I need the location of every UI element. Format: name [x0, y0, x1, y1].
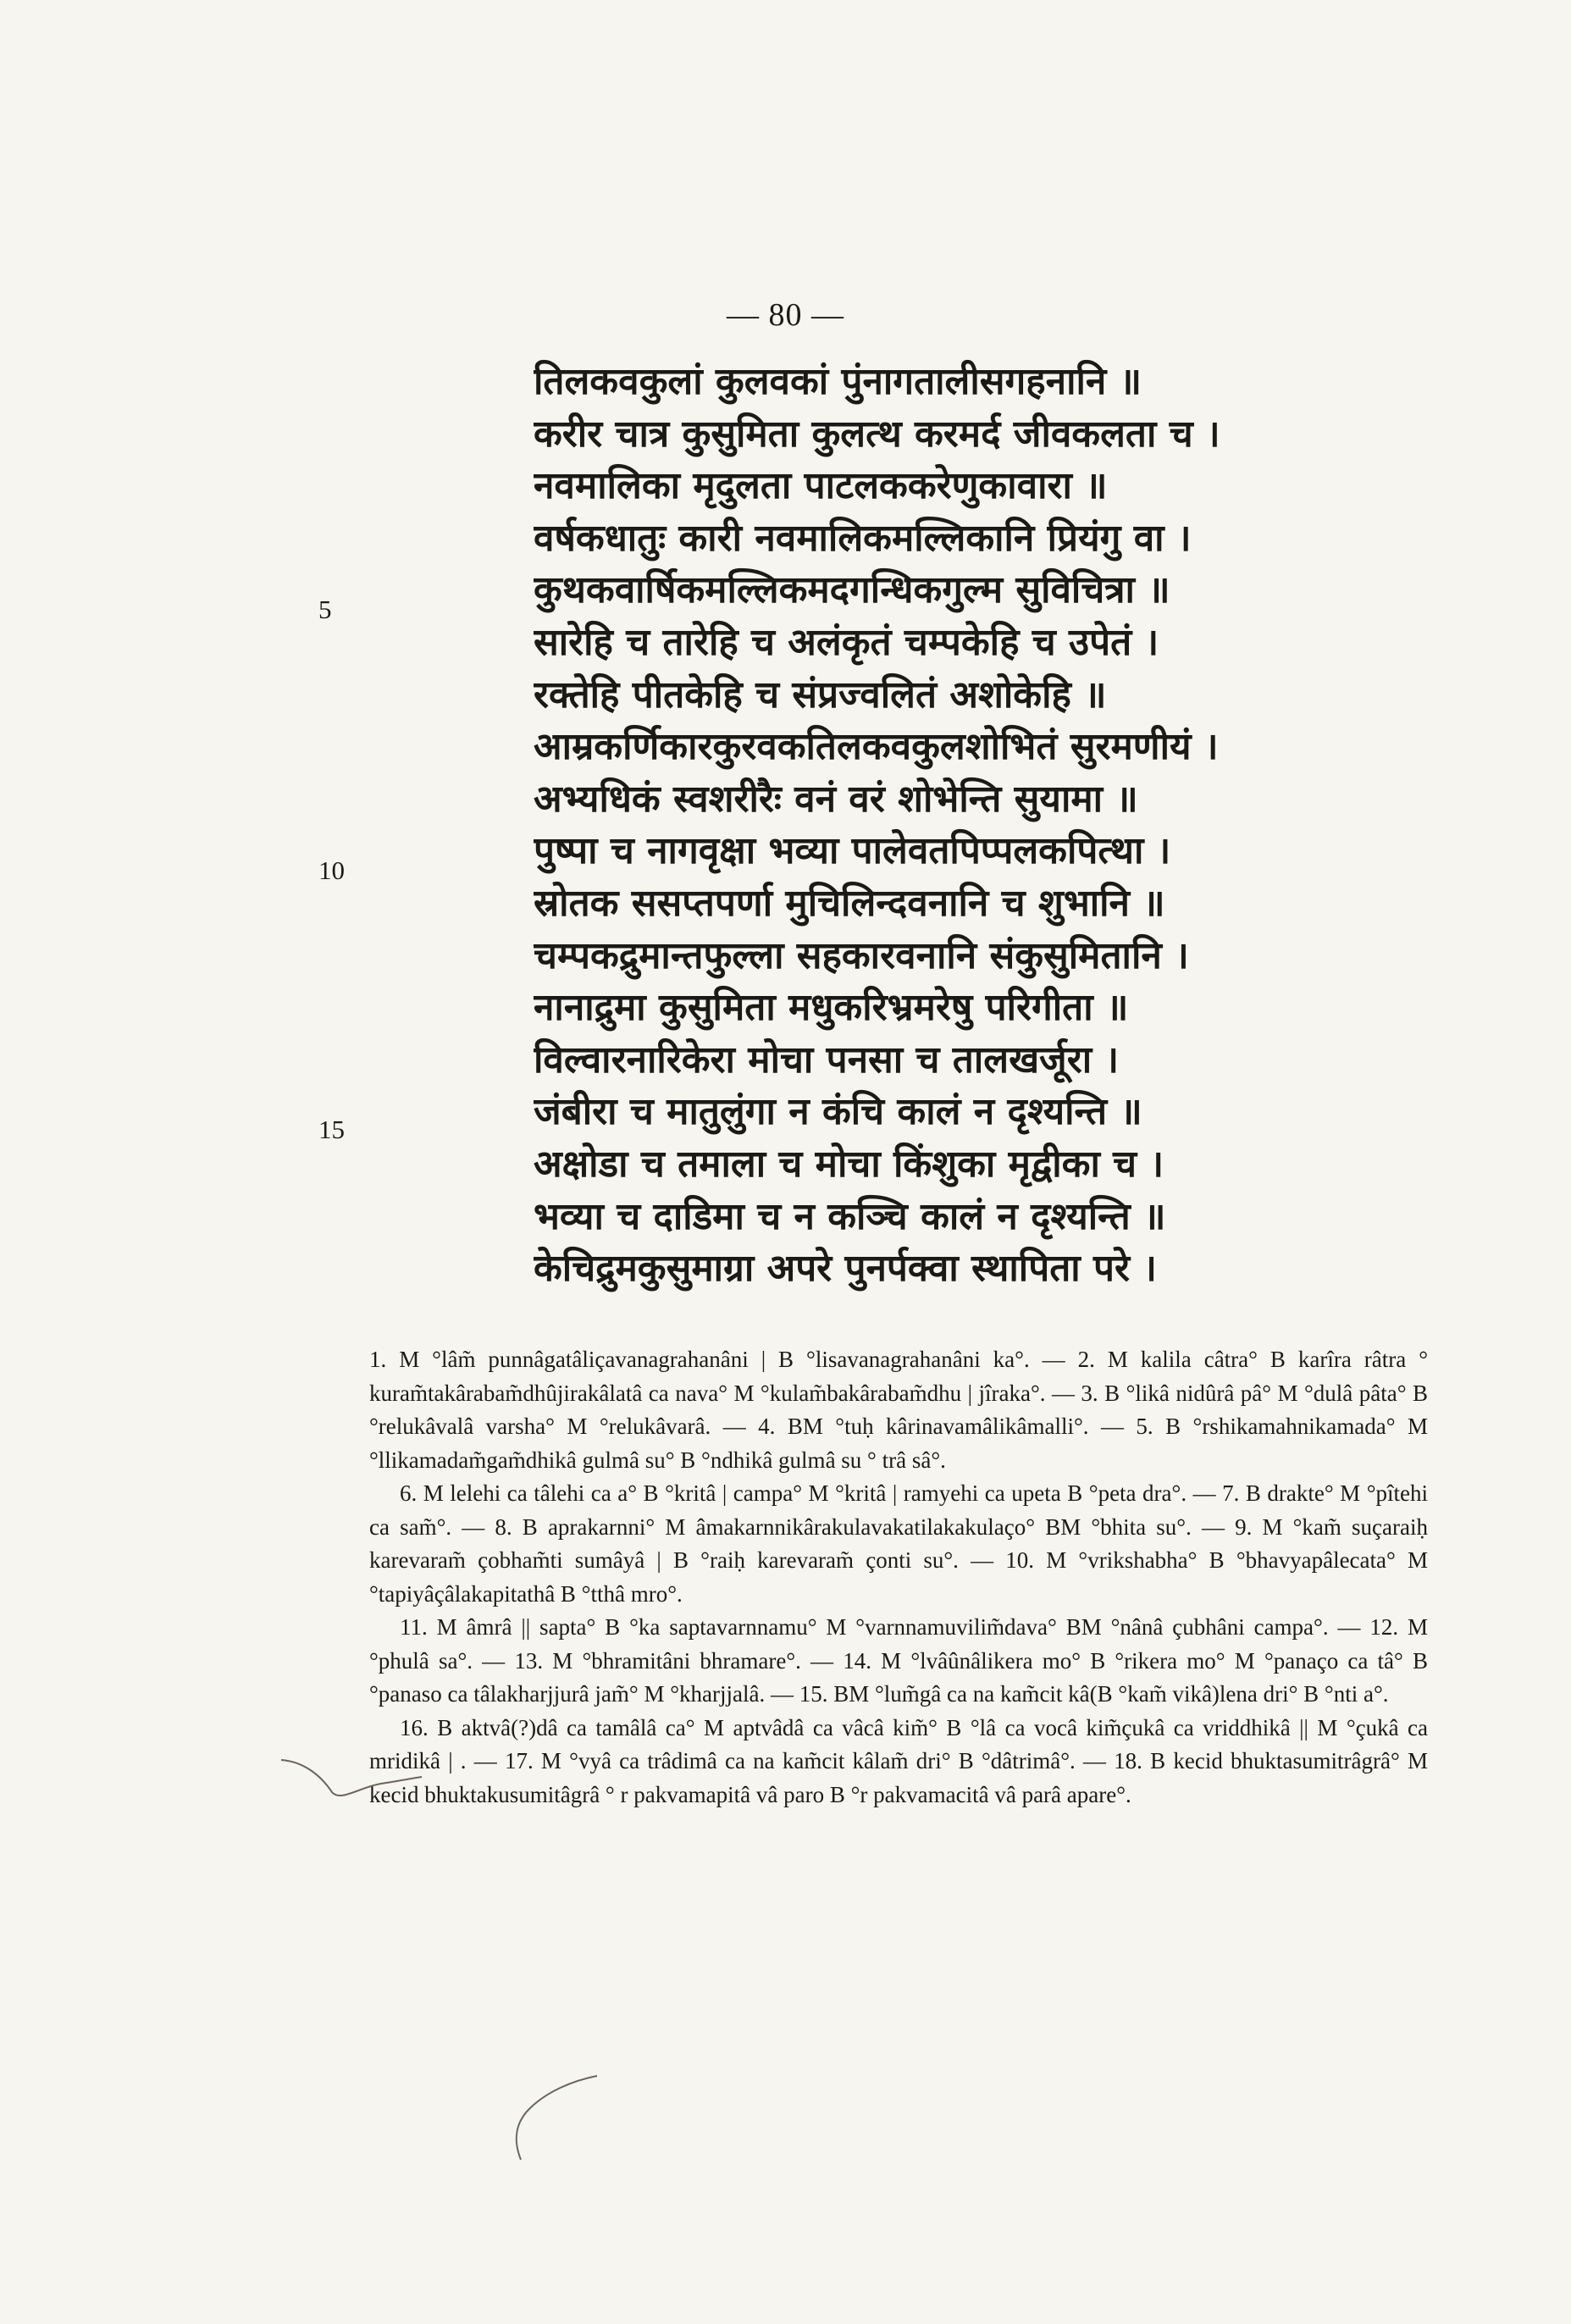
verse-line: पुष्पा च नागवृक्षा भव्या पालेवतपिप्पलकपित्था ।	[534, 829, 1171, 873]
verse-line: केचिद्रुमकुसुमाग्रा अपरे पुनर्पक्वा स्थापिता परे ।	[534, 1247, 1157, 1291]
footnote-paragraph: 11. M âmrâ || sapta° B °ka saptavarnnamu° M °varnnamuvilim̃dava° BM °nânâ çubhâni campa°. — 12. M °phulâ sa°. — 13. M °bhramitâni bhramare°. — 14. M °lvâûnâlikera mo° B °rikera mo° M °panaço ca tâ° B °panaso ca tâlakharjjurâ jam̃° M °kharjjalâ. — 15. BM °lum̃gâ ca na kam̃cit kâ(B °kam̃ vikâ)lena dri° B °nti a°.	[369, 1614, 1428, 1707]
verse-line: नवमालिका मृदुलता पाटलककरेणुकावारा ॥	[534, 464, 1108, 508]
verse-line: भव्या च दाडिमा च न कञ्चि कालं न दृश्यन्ति ॥	[534, 1194, 1166, 1238]
verse-line: अभ्यधिकं स्वशरीरैः वनं वरं शोभेन्ति सुयामा ॥	[534, 777, 1138, 821]
verse-line: स्रोतक ससप्तपर्णा मुचिलिन्दवनानि च शुभानि ॥	[534, 881, 1165, 925]
line-number-10: 10	[318, 855, 345, 885]
page-number: — 80 —	[727, 297, 844, 333]
verse-line: नानाद्रुमा कुसुमिता मधुकरिभ्रमरेषु परिगीता ॥	[534, 986, 1129, 1030]
verse-line: तिलकवकुलां कुलवकां पुंनागतालीसगहनानि ॥	[534, 360, 1142, 403]
verse-line: कुथकवार्षिकमल्लिकमदगन्धिकगुल्म सुविचित्रा ॥	[534, 568, 1170, 612]
verse-line: रक्तेहि पीतकेहि च संप्रज्वलितं अशोकेहि ॥	[534, 672, 1107, 717]
footnote-paragraph: 16. B aktvâ(?)dâ ca tamâlâ ca° M aptvâdâ ca vâcâ kim̃° B °lâ ca vocâ kim̃çukâ ca vriddhikâ || M °çukâ ca mridikâ | . — 17. M °vyâ ca trâdimâ ca na kam̃cit kâlam̃ dri° B °dâtrimâ°. — 18. B kecid bhuktasumitrâgrâ° M kecid bhuktakusumitâgrâ ° r pakvamapitâ vâ paro B °r pakvamacitâ vâ parâ apare°.	[369, 1714, 1428, 1807]
line-number-15: 15	[318, 1115, 345, 1144]
footnotes-block	[369, 1343, 1428, 1812]
verse-line: करीर चात्र कुसुमिता कुलत्थ करमर्द जीवकलता च ।	[534, 412, 1220, 456]
verse-line: वर्षकधातुः कारी नवमालिकमल्लिकानि प्रियंगु वा ।	[534, 516, 1192, 560]
pencil-annotation-mark	[504, 2071, 606, 2164]
footnote-paragraph: 6. M lelehi ca tâlehi ca a° B °kritâ | campa° M °kritâ | ramyehi ca upeta B °peta dra°. — 7. B drakte° M °pîtehi ca sam̃°. — 8. B aprakarnni° M âmakarnnikârakulavakatilakakulaço° BM °bhita su°. — 9. M °kam̃ suçaraiḥ karevaram̃ çobham̃ti sumâyâ | B °raiḥ karevaram̃ çonti su°. — 10. M °vrikshabha° B °bhavyapâlecata° M °tapiyâçâlakapitathâ B °tthâ mro°.	[369, 1480, 1428, 1607]
verse-line: अक्षोडा च तमाला च मोचा किंशुका मृद्वीका च ।	[534, 1142, 1164, 1186]
verse-line: विल्वारनारिकेरा मोचा पनसा च तालखर्जूरा ।	[534, 1038, 1120, 1082]
line-number-5: 5	[318, 595, 332, 624]
verse-line: जंबीरा च मातुलुंगा न कंचि कालं न दृश्यन्ति ॥	[534, 1090, 1142, 1134]
verse-block	[534, 356, 1397, 1295]
verse-line: आम्रकर्णिकारकुरवकतिलकवकुलशोभितं सुरमणीयं ।	[534, 725, 1219, 769]
pencil-annotation-mark	[279, 1753, 423, 1804]
footnote-paragraph: 1. M °lâm̃ punnâgatâliçavanagrahanâni | B °lisavanagrahanâni ka°. — 2. M kalila câtra° B karîra râtra ° kuram̃takârabam̃dhûjirakâlatâ ca nava° M °kulam̃bakârabam̃dhu | jîraka°. — 3. B °likâ nidûrâ pâ° M °dulâ pâta° B °relukâvalâ varsha° M °relukâvarâ. — 4. BM °tuḥ kârinavamâlikâmalli°. — 5. B °rshikamahnikamada° M °llikamadam̃gam̃dhikâ gulmâ su° B °ndhikâ gulmâ su ° trâ sâ°.	[369, 1347, 1428, 1473]
verse-line: चम्पकद्रुमान्तफुल्ला सहकारवनानि संकुसुमितानि ।	[534, 933, 1189, 977]
verse-line: सारेहि च तारेहि च अलंकृतं चम्पकेहि च उपेतं ।	[534, 620, 1159, 664]
